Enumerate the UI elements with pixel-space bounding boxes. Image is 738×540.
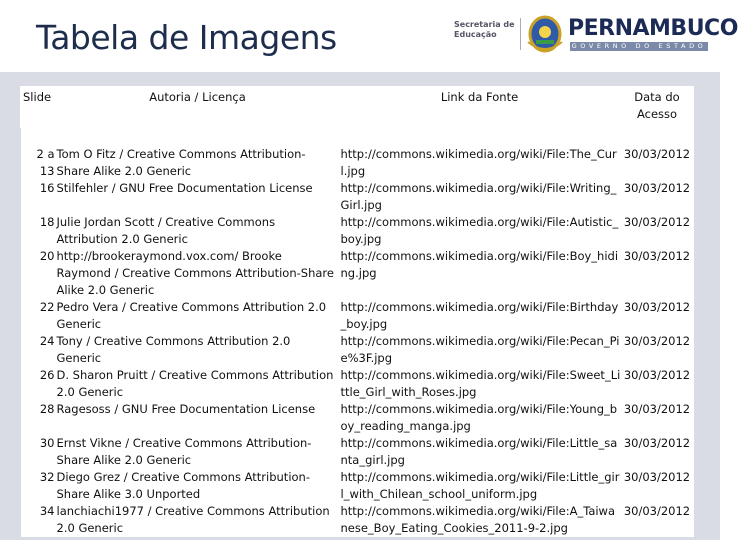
- table-row: [21, 248, 694, 299]
- table-row: [21, 435, 694, 469]
- link-cell[interactable]: http://commons.wikimedia.org/wiki/File:Boy_hiding.jpg: [339, 248, 621, 299]
- image-table: [20, 86, 694, 537]
- table-row: [21, 503, 694, 537]
- autoria-cell: Pedro Vera / Creative Commons Attribution 2.0 Generic: [57, 299, 339, 333]
- table-row: [21, 333, 694, 367]
- link-cell[interactable]: http://commons.wikimedia.org/wiki/File:Little_santa_girl.jpg: [339, 435, 621, 469]
- link-cell[interactable]: http://commons.wikimedia.org/wiki/File:Pecan_Pie%3F.jpg: [340, 334, 620, 365]
- table-header-row: [21, 87, 694, 128]
- date-cell: 30/03/2012: [621, 401, 694, 435]
- brand-subtitle: GOVERNO DO ESTADO: [571, 42, 707, 50]
- slide-cell: 26: [21, 367, 57, 401]
- date-cell: 30/03/2012: [621, 248, 694, 299]
- date-cell: 30/03/2012: [621, 214, 694, 248]
- autoria-cell: lanchiachi1977 / Creative Commons Attribution 2.0 Generic: [57, 503, 339, 537]
- autoria-cell: D. Sharon Pruitt / Creative Commons Attribution 2.0 Generic: [57, 367, 339, 401]
- autoria-cell: Diego Grez / Creative Commons Attribution-Share Alike 3.0 Unported: [57, 469, 339, 503]
- table-row: [21, 299, 694, 333]
- table-row: [21, 146, 694, 180]
- page-title: Tabela de Imagens: [36, 18, 337, 57]
- link-cell[interactable]: http://commons.wikimedia.org/wiki/File:Young_boy_reading_manga.jpg: [339, 401, 621, 435]
- logo-divider: [520, 18, 521, 50]
- table-row: [21, 214, 694, 248]
- slide-cell: 34: [21, 503, 57, 537]
- autoria-cell: Ernst Vikne / Creative Commons Attribution-Share Alike 2.0 Generic: [57, 435, 339, 469]
- slide-cell: 20: [21, 248, 57, 299]
- slide-cell: 22: [21, 299, 57, 333]
- table-row: [21, 367, 694, 401]
- column-header-link: Link da Fonte: [339, 87, 621, 128]
- table-row: [21, 180, 694, 214]
- date-cell: 30/03/2012: [621, 367, 694, 401]
- date-cell: 30/03/2012: [621, 469, 694, 503]
- link-cell[interactable]: http://commons.wikimedia.org/wiki/File:The_Curl.jpg: [339, 146, 621, 180]
- slide-cell: 2 a 13: [21, 146, 57, 180]
- autoria-cell: http://brookeraymond.vox.com/ Brooke Raymond / Creative Commons Attribution-Share Alike 2.0 Generic: [57, 248, 339, 299]
- table-row: [21, 401, 694, 435]
- column-header-slide: Slide: [21, 87, 57, 128]
- secretaria-label: Secretaria de Educação: [454, 20, 515, 39]
- column-header-data: Data do Acesso: [621, 87, 694, 128]
- link-cell[interactable]: http://commons.wikimedia.org/wiki/File:Birthday_boy.jpg: [339, 299, 621, 333]
- table-row: [21, 469, 694, 503]
- link-cell[interactable]: http://commons.wikimedia.org/wiki/File:Autistic_boy.jpg: [339, 214, 621, 248]
- date-cell: 30/03/2012: [621, 146, 694, 180]
- slide-cell: 16: [21, 180, 57, 214]
- link-cell[interactable]: http://commons.wikimedia.org/wiki/File:Sweet_Little_Girl_with_Roses.jpg: [340, 368, 621, 399]
- spacer-row: [21, 128, 694, 147]
- slide-cell: 30: [21, 435, 57, 469]
- autoria-cell: Tony / Creative Commons Attribution 2.0 Generic: [57, 333, 339, 367]
- autoria-cell: Tom O Fitz / Creative Commons Attribution-Share Alike 2.0 Generic: [57, 146, 339, 180]
- brand-name: PERNAMBUCO: [568, 16, 738, 41]
- slide-cell: 28: [21, 401, 57, 435]
- slide-header: [0, 0, 738, 72]
- date-cell: 30/03/2012: [621, 503, 694, 537]
- date-cell: 30/03/2012: [621, 180, 694, 214]
- autoria-cell: Julie Jordan Scott / Creative Commons Attribution 2.0 Generic: [57, 214, 339, 248]
- date-cell: 30/03/2012: [621, 435, 694, 469]
- slide-cell: 32: [21, 469, 57, 503]
- link-cell[interactable]: http://commons.wikimedia.org/wiki/File:Writing_Girl.jpg: [339, 180, 621, 214]
- autoria-cell: Ragesoss / GNU Free Documentation License: [57, 401, 339, 435]
- slide-cell: 24: [21, 333, 57, 367]
- slide-cell: 18: [21, 214, 57, 248]
- state-seal-icon: [526, 12, 564, 54]
- autoria-cell: Stilfehler / GNU Free Documentation License: [57, 180, 339, 214]
- date-cell: 30/03/2012: [621, 299, 694, 333]
- link-cell[interactable]: http://commons.wikimedia.org/wiki/File:A_Taiwanese_Boy_Eating_Cookies_2011-9-2.jpg: [339, 503, 621, 537]
- link-cell[interactable]: http://commons.wikimedia.org/wiki/File:Little_girl_with_Chilean_school_uniform.jpg: [340, 470, 620, 501]
- date-cell: 30/03/2012: [621, 333, 694, 367]
- column-header-autoria: Autoria / Licença: [57, 87, 339, 128]
